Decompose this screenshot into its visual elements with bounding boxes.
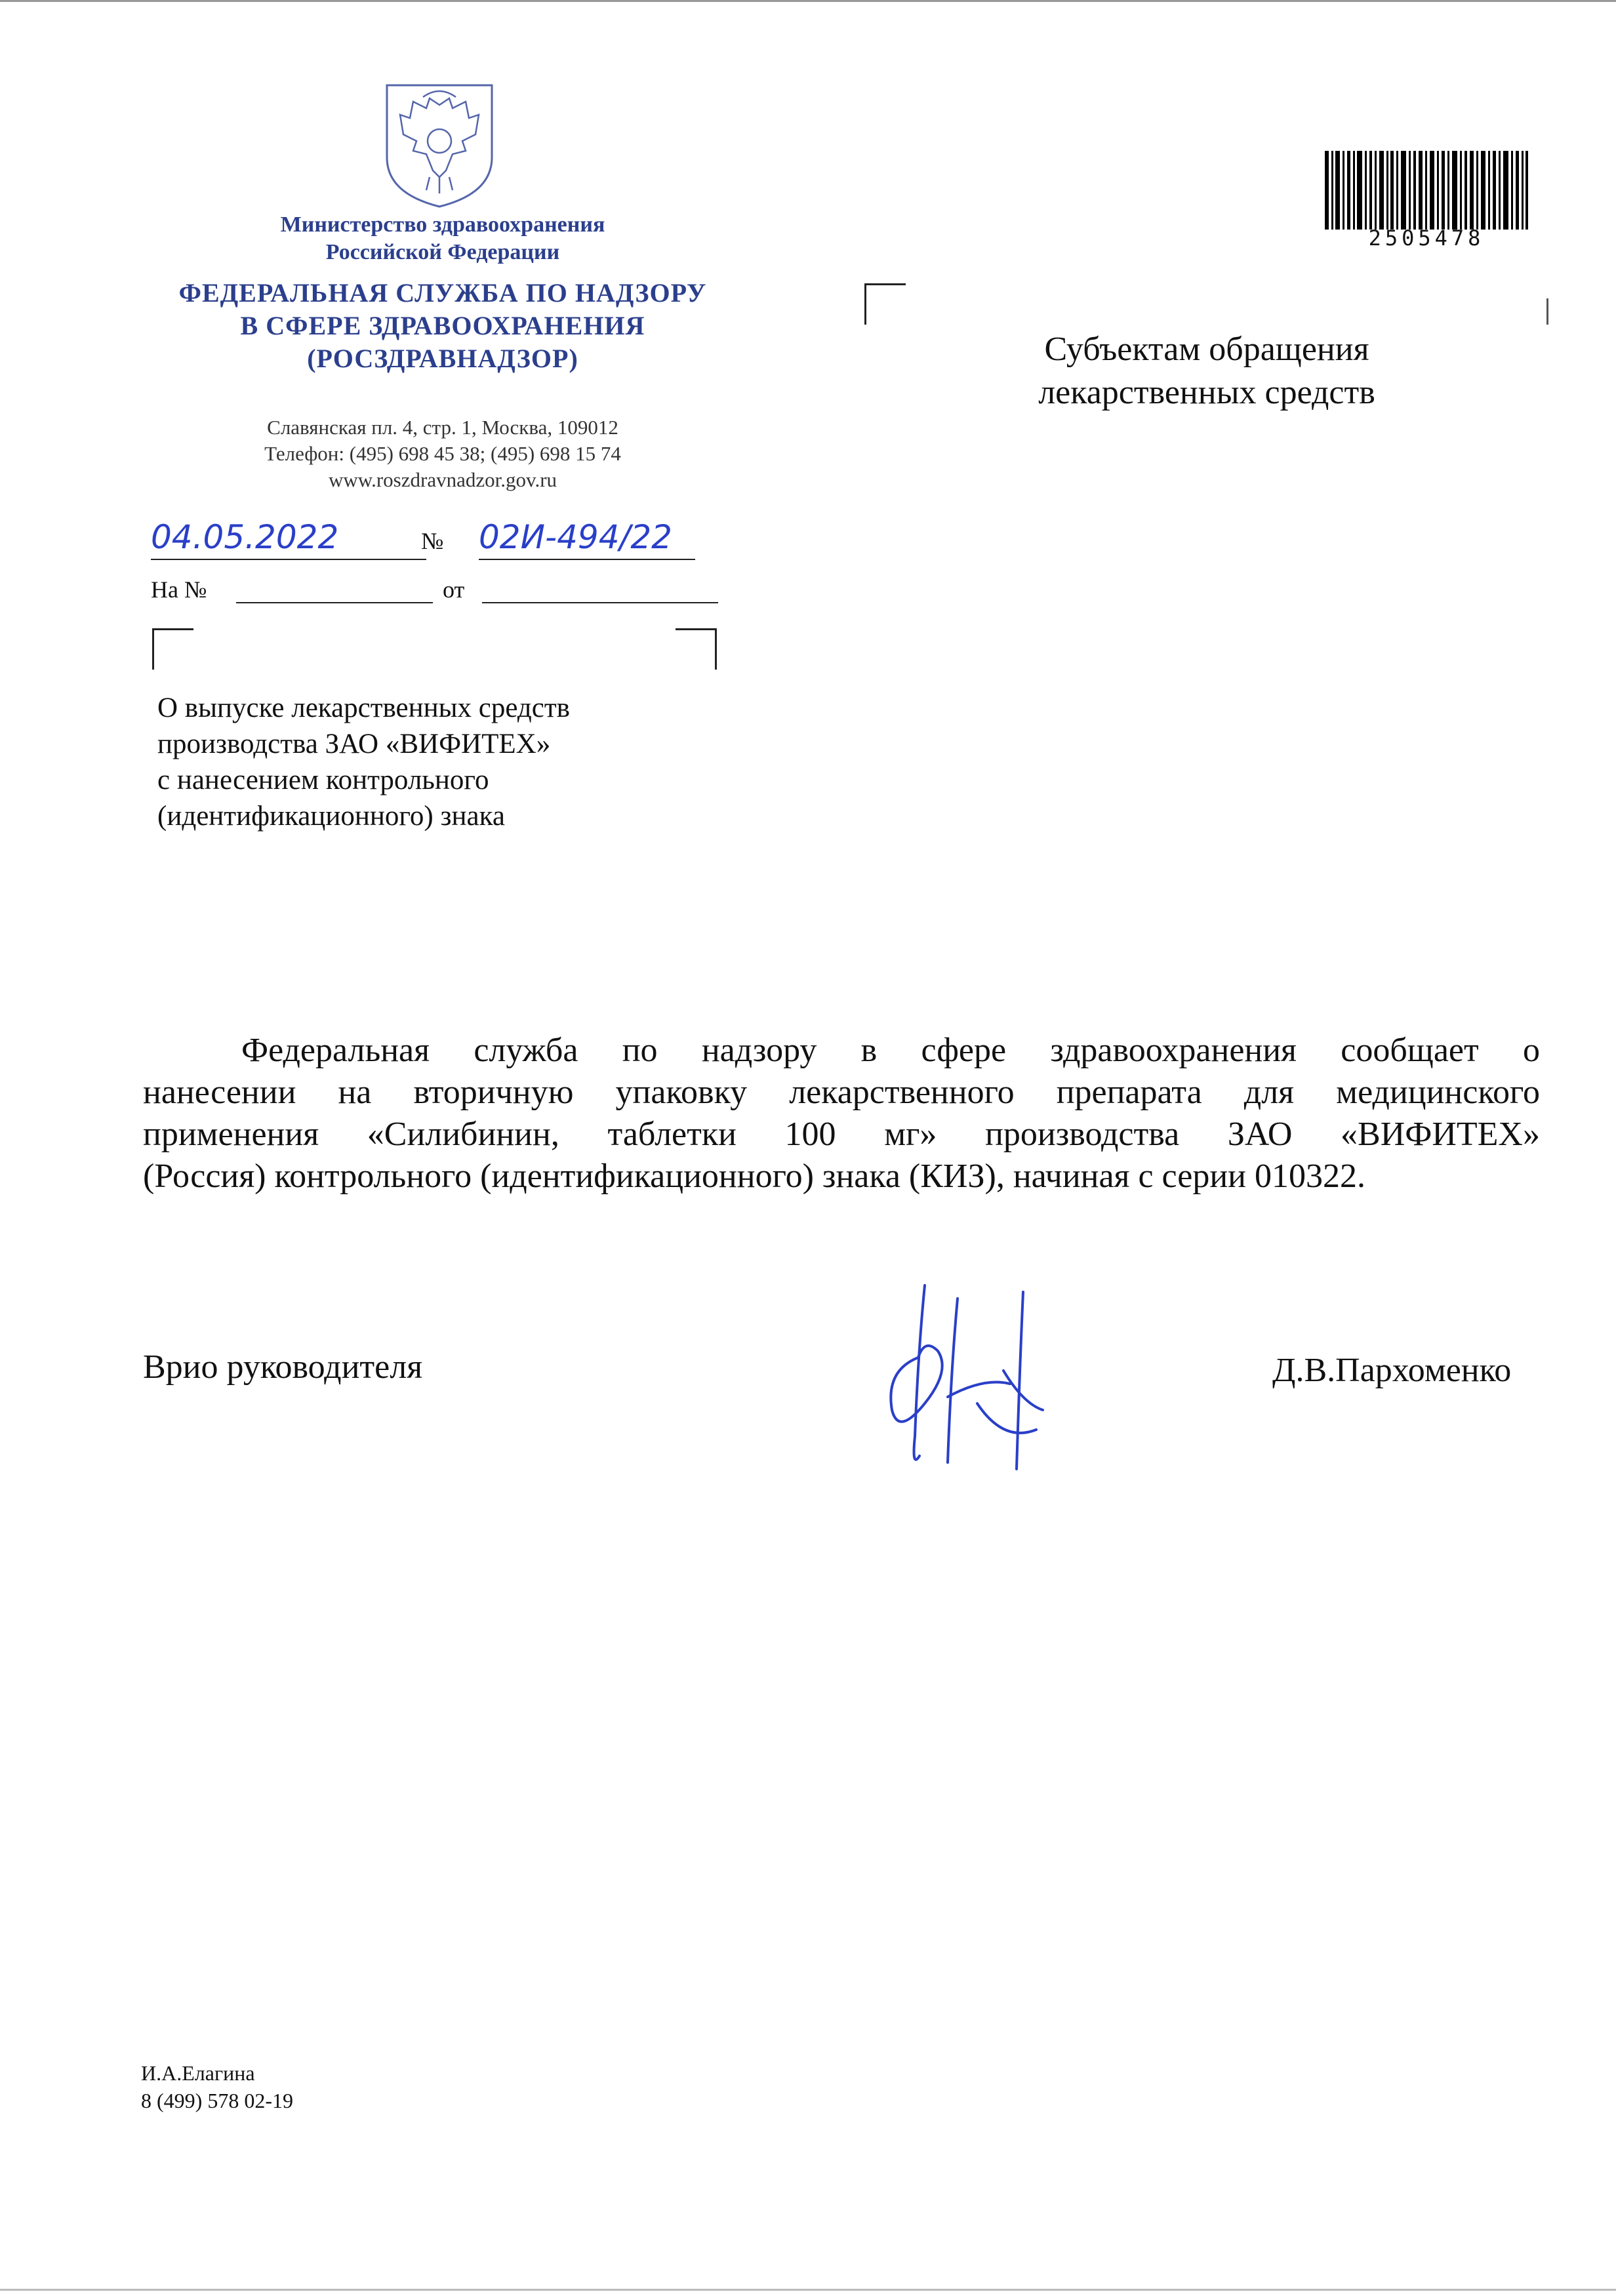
body-line: нанесении на вторичную упаковку лекарственного препарата для медицинского	[143, 1074, 1540, 1111]
handwritten-signature	[879, 1272, 1062, 1482]
reply-date-label: от	[443, 576, 465, 603]
recipient-line: Субъектам обращения	[1044, 331, 1369, 368]
reply-number-field	[236, 602, 433, 603]
service-name	[131, 277, 754, 375]
subject-line: (идентификационного) знака	[157, 801, 505, 832]
barcode-number: 2505478	[1368, 226, 1485, 251]
subject-line: производства ЗАО «ВИФИТЕХ»	[157, 729, 551, 759]
website-link: www.roszdravnadzor.gov.ru	[328, 468, 557, 491]
recipient-corner-left	[864, 283, 906, 325]
signer-name: Д.В.Пархоменко	[1272, 1352, 1512, 1389]
body-line: применения «Силибинин, таблетки 100 мг» производства ЗАО «ВИФИТЕХ»	[143, 1116, 1540, 1153]
scan-top-edge	[0, 0, 1616, 2]
ministry-line: Российской Федерации	[325, 240, 560, 264]
service-line: В СФЕРЕ ЗДРАВООХРАНЕНИЯ	[240, 311, 645, 340]
subject-line: О выпуске лекарственных средств	[157, 693, 570, 723]
date-underline	[151, 559, 426, 560]
phone-line: Телефон: (495) 698 45 38; (495) 698 15 74	[264, 442, 621, 465]
reply-reference-line	[151, 576, 741, 609]
recipient-block	[997, 328, 1417, 414]
scan-bottom-edge	[0, 2289, 1616, 2291]
registration-number: 02И-494/22	[479, 518, 672, 556]
subject-line: с нанесением контрольного	[157, 765, 489, 796]
number-sign: №	[421, 528, 444, 554]
letter-subject	[157, 690, 748, 834]
ministry-line: Министерство здравоохранения	[280, 212, 605, 237]
address-block	[131, 414, 754, 493]
reply-date-field	[482, 602, 718, 603]
recipient-line: лекарственных средств	[1038, 374, 1375, 411]
executor-phone: 8 (499) 578 02-19	[141, 2089, 293, 2112]
registration-line	[151, 518, 853, 571]
number-underline	[479, 559, 695, 560]
signer-position: Врио руководителя	[143, 1348, 423, 1386]
executor-block	[141, 2059, 293, 2114]
body-line: Федеральная служба по надзору в сфере здравоохранения сообщает о	[241, 1032, 1540, 1069]
subject-corner-right	[676, 628, 717, 670]
russian-coat-of-arms-icon	[374, 79, 505, 210]
service-line: (РОСЗДРАВНАДЗОР)	[307, 344, 578, 373]
barcode-icon	[1325, 151, 1528, 230]
ministry-name	[131, 211, 754, 266]
service-line: ФЕДЕРАЛЬНАЯ СЛУЖБА ПО НАДЗОРУ	[178, 278, 707, 308]
reply-number-label: На №	[151, 576, 207, 603]
recipient-corner-right-mark	[1546, 298, 1548, 325]
address-line: Славянская пл. 4, стр. 1, Москва, 109012	[267, 416, 618, 439]
registration-date: 04.05.2022	[151, 518, 339, 556]
letter-body	[143, 1030, 1540, 1198]
executor-name: И.А.Елагина	[141, 2061, 255, 2085]
body-line: (Россия) контрольного (идентификационного) знака (КИЗ), начиная с серии 010322.	[143, 1158, 1366, 1195]
subject-corner-left	[152, 628, 193, 670]
